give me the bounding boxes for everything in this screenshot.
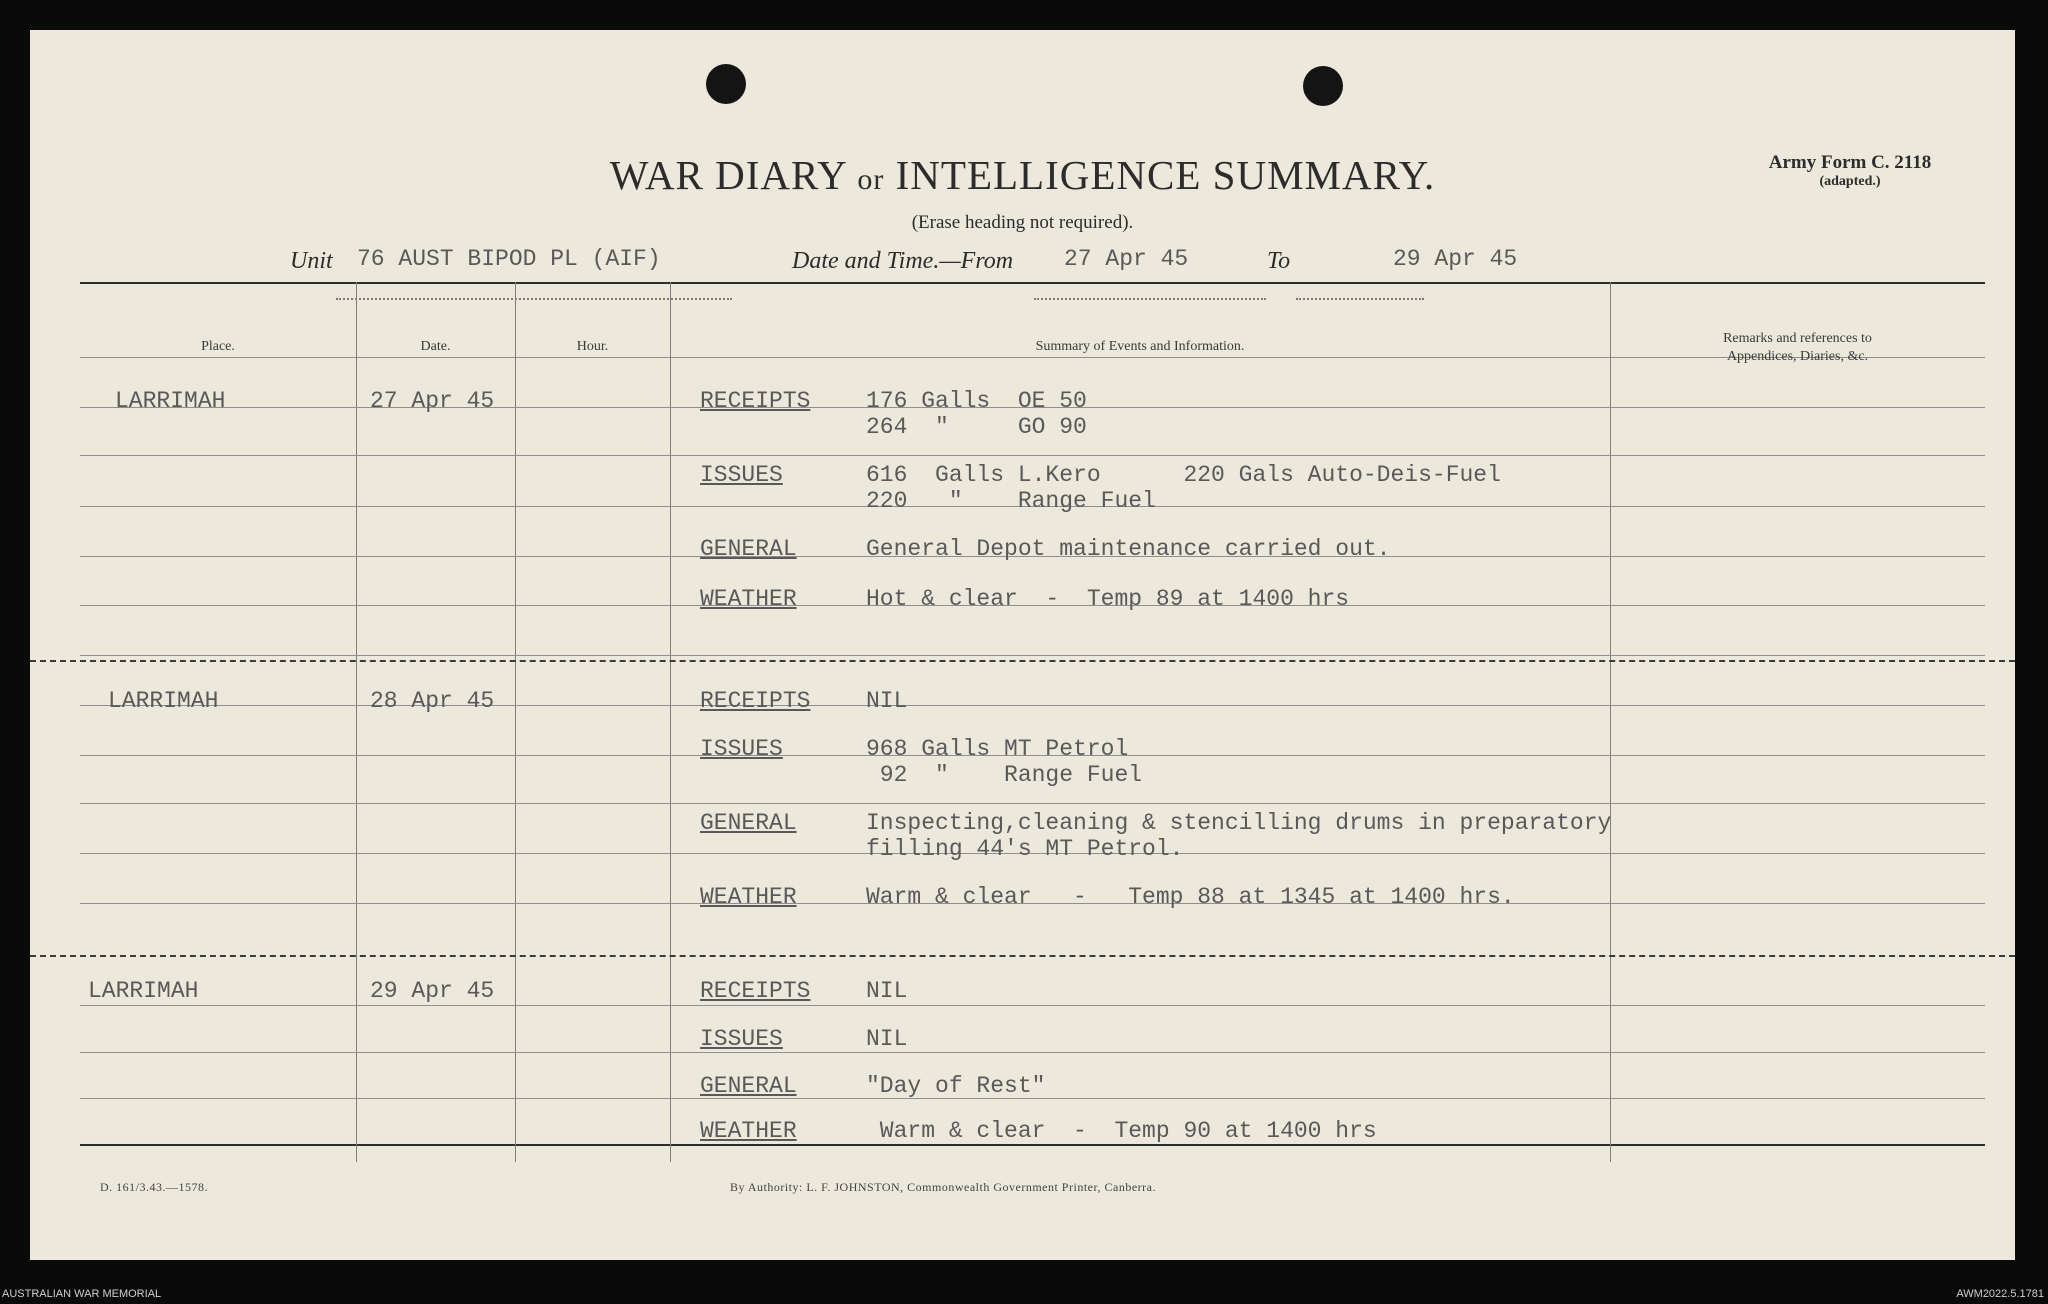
column-header-hour: Hour. <box>576 339 609 354</box>
column-divider-summary <box>1610 282 1611 1162</box>
entry-label-receipts: RECEIPTS <box>700 688 811 714</box>
title-war-diary: WAR DIARY <box>609 152 847 198</box>
unit-label: Unit <box>290 248 333 274</box>
entry-text: Inspecting,cleaning & stencilling drums in preparatory <box>866 810 1612 836</box>
entry-label-weather: WEATHER <box>700 1118 797 1144</box>
archive-credit: AUSTRALIAN WAR MEMORIAL <box>2 1288 162 1300</box>
punch-hole-right <box>1303 66 1343 106</box>
to-value: 29 Apr 45 <box>1393 246 1518 272</box>
entry-date: 28 Apr 45 <box>370 688 495 714</box>
title-or: or <box>857 163 885 196</box>
to-label: To <box>1267 248 1291 274</box>
entry-text: NIL <box>866 688 908 714</box>
remarks-header-line1: Remarks and references to <box>1723 331 1872 346</box>
column-header-place: Place. <box>201 339 235 354</box>
entry-text: 92 " Range Fuel <box>866 762 1143 788</box>
entry-date: 27 Apr 45 <box>370 388 495 414</box>
title-intelligence-summary: INTELLIGENCE SUMMARY. <box>895 152 1436 198</box>
row-rule <box>80 1052 1985 1053</box>
row-rule <box>80 705 1985 706</box>
entry-label-issues: ISSUES <box>700 462 783 488</box>
entry-separator <box>30 955 2015 957</box>
row-rule <box>80 455 1985 456</box>
entry-place: LARRIMAH <box>115 388 226 414</box>
column-header-date: Date. <box>420 339 451 354</box>
column-header-remarks <box>1610 330 1985 365</box>
entry-place: LARRIMAH <box>108 688 219 714</box>
entry-text: 264 " GO 90 <box>866 414 1087 440</box>
entry-separator <box>30 660 2015 662</box>
form-reference <box>1730 152 1970 190</box>
printer-authority: By Authority: L. F. JOHNSTON, Commonwealth Government Printer, Canberra. <box>730 1180 1156 1194</box>
entry-label-general: GENERAL <box>700 1073 797 1099</box>
column-divider-hour <box>670 282 671 1162</box>
entry-text: Warm & clear - Temp 90 at 1400 hrs <box>866 1118 1377 1144</box>
entry-label-issues: ISSUES <box>700 736 783 762</box>
row-rule <box>80 1005 1985 1006</box>
punch-hole-left <box>706 64 746 104</box>
remarks-header-line2: Appendices, Diaries, &c. <box>1726 348 1869 364</box>
entry-text: Hot & clear - Temp 89 at 1400 hrs <box>866 586 1350 612</box>
from-dotted-line <box>1034 298 1266 300</box>
page-title <box>30 151 2015 199</box>
entry-text: General Depot maintenance carried out. <box>866 536 1391 562</box>
to-dotted-line <box>1296 298 1424 300</box>
entry-place: LARRIMAH <box>88 978 199 1004</box>
form-print-code: D. 161/3.43.—1578. <box>100 1180 208 1194</box>
archive-reference: AWM2022.5.1781 <box>1956 1288 2044 1300</box>
page-subtitle: (Erase heading not required). <box>911 212 1134 233</box>
table-top-rule <box>80 282 1985 284</box>
entry-label-receipts: RECEIPTS <box>700 978 811 1004</box>
entry-label-general: GENERAL <box>700 536 797 562</box>
table-bottom-rule <box>80 1144 1985 1146</box>
entry-label-issues: ISSUES <box>700 1026 783 1052</box>
diary-page <box>30 30 2015 1260</box>
entry-text: NIL <box>866 978 908 1004</box>
from-value: 27 Apr 45 <box>1064 246 1189 272</box>
entry-label-general: GENERAL <box>700 810 797 836</box>
form-adapted: (adapted.) <box>1819 173 1881 189</box>
entry-label-weather: WEATHER <box>700 884 797 910</box>
column-divider-place <box>356 282 357 1162</box>
datetime-label: Date and Time.—From <box>792 248 1014 274</box>
entry-label-weather: WEATHER <box>700 586 797 612</box>
entry-date: 29 Apr 45 <box>370 978 495 1004</box>
entry-text: "Day of Rest" <box>866 1073 1046 1099</box>
entry-label-receipts: RECEIPTS <box>700 388 811 414</box>
entry-text: NIL <box>866 1026 908 1052</box>
row-rule <box>80 803 1985 804</box>
entry-text: Warm & clear - Temp 88 at 1345 at 1400 hrs. <box>866 884 1515 910</box>
row-rule <box>80 655 1985 656</box>
entry-text: 616 Galls L.Kero 220 Gals Auto-Deis-Fuel <box>866 462 1501 488</box>
column-divider-date <box>515 282 516 1162</box>
unit-dotted-line <box>336 298 732 300</box>
entry-text: filling 44's MT Petrol. <box>866 836 1184 862</box>
unit-value: 76 AUST BIPOD PL (AIF) <box>357 246 661 272</box>
entry-text: 968 Galls MT Petrol <box>866 736 1129 762</box>
entry-text: 176 Galls OE 50 <box>866 388 1087 414</box>
form-number: Army Form C. 2118 <box>1768 152 1932 173</box>
column-header-summary: Summary of Events and Information. <box>1035 339 1245 354</box>
entry-text: 220 " Range Fuel <box>866 488 1156 514</box>
